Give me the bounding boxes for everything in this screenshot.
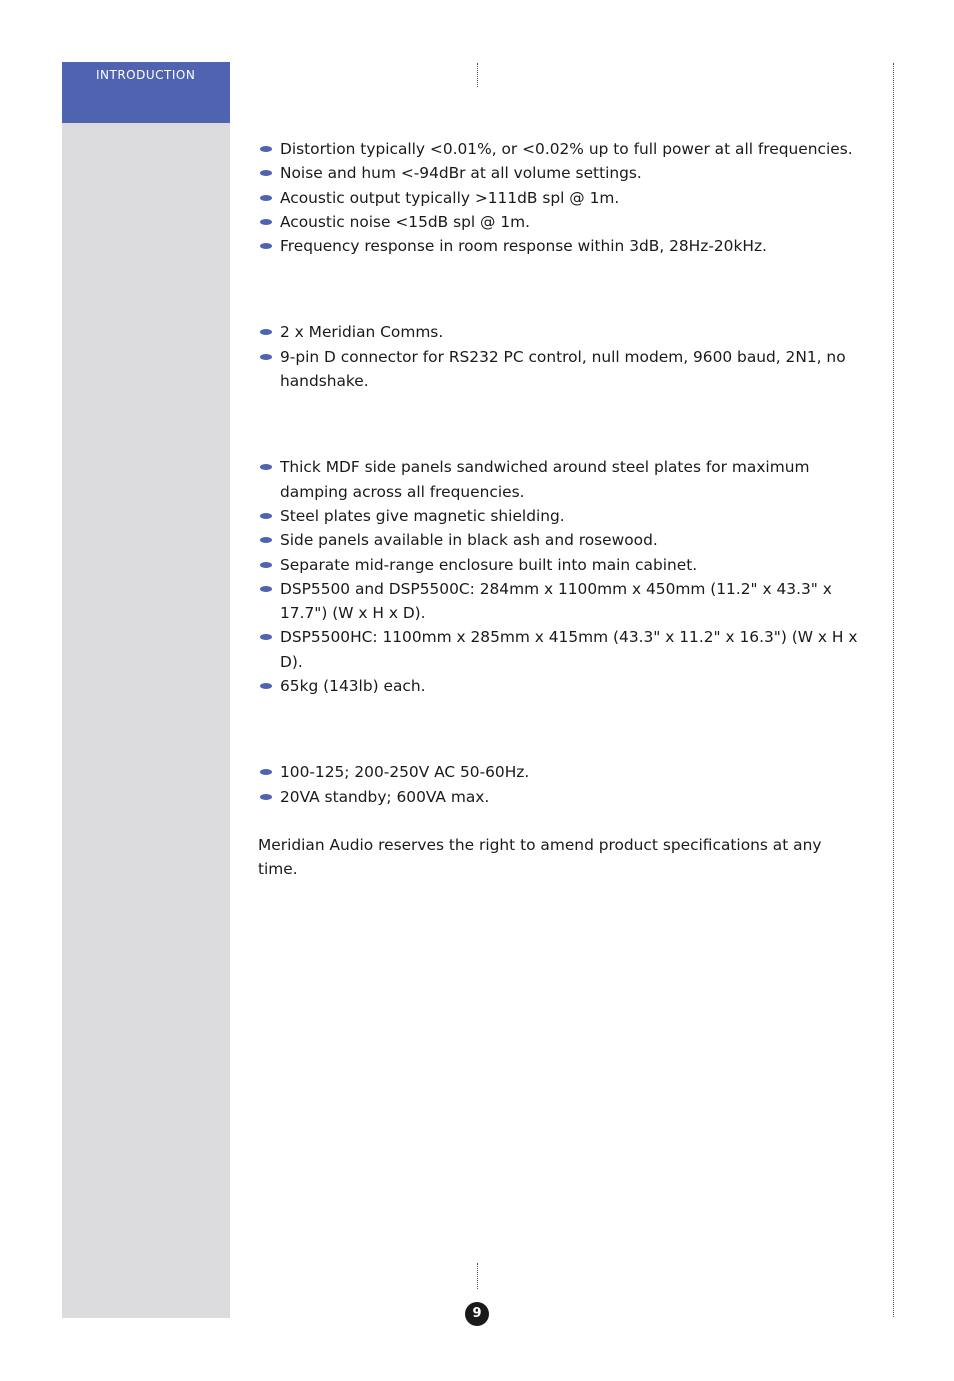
list-item: Acoustic noise <15dB spl @ 1m. xyxy=(258,210,858,234)
list-item: Separate mid-range enclosure built into main cabinet. xyxy=(258,553,858,577)
bottom-dotted-marker xyxy=(477,1263,478,1289)
bullet-icon xyxy=(260,586,272,592)
bullet-icon xyxy=(260,683,272,689)
sidebar-panel xyxy=(62,62,230,1318)
list-item: Side panels available in black ash and rosewood. xyxy=(258,528,858,552)
section-tab xyxy=(62,62,230,123)
bullet-icon xyxy=(260,219,272,225)
bullet-icon xyxy=(260,329,272,335)
list-item: Noise and hum <-94dBr at all volume settings. xyxy=(258,161,858,185)
list-item: Frequency response in room response within 3dB, 28Hz-20kHz. xyxy=(258,234,858,258)
list-item: Steel plates give magnetic shielding. xyxy=(258,504,858,528)
spec-list-construction xyxy=(258,455,858,698)
right-dotted-margin xyxy=(893,63,894,1317)
list-item: DSP5500HC: 1100mm x 285mm x 415mm (43.3" x 11.2" x 16.3") (W x H x D). xyxy=(258,625,858,674)
list-item: 9-pin D connector for RS232 PC control, null modem, 9600 baud, 2N1, no handshake. xyxy=(258,345,858,394)
bullet-icon xyxy=(260,513,272,519)
top-dotted-marker xyxy=(477,63,478,87)
bullet-icon xyxy=(260,354,272,360)
list-item: 20VA standby; 600VA max. xyxy=(258,785,858,809)
disclaimer-note: Meridian Audio reserves the right to amend product specifications at any time. xyxy=(258,835,822,879)
bullet-icon xyxy=(260,464,272,470)
bullet-icon xyxy=(260,634,272,640)
bullet-icon xyxy=(260,170,272,176)
bullet-icon xyxy=(260,195,272,201)
bullet-icon xyxy=(260,537,272,543)
list-item: Acoustic output typically >111dB spl @ 1m. xyxy=(258,186,858,210)
bullet-icon xyxy=(260,562,272,568)
spec-list-performance xyxy=(258,137,858,258)
spec-content xyxy=(258,137,858,882)
spec-list-connections xyxy=(258,320,858,393)
bullet-icon xyxy=(260,146,272,152)
list-item: 65kg (143lb) each. xyxy=(258,674,858,698)
list-item: 2 x Meridian Comms. xyxy=(258,320,858,344)
section-title: INTRODUCTION xyxy=(96,68,196,82)
list-item: Distortion typically <0.01%, or <0.02% up to full power at all frequencies. xyxy=(258,137,858,161)
spec-list-power xyxy=(258,760,858,809)
list-item: DSP5500 and DSP5500C: 284mm x 1100mm x 450mm (11.2" x 43.3" x 17.7") (W x H x D). xyxy=(258,577,858,626)
page-number: 9 xyxy=(465,1302,489,1326)
bullet-icon xyxy=(260,769,272,775)
list-item: Thick MDF side panels sandwiched around steel plates for maximum damping across all frequencies. xyxy=(258,455,858,504)
bullet-icon xyxy=(260,794,272,800)
bullet-icon xyxy=(260,243,272,249)
list-item: 100-125; 200-250V AC 50-60Hz. xyxy=(258,760,858,784)
